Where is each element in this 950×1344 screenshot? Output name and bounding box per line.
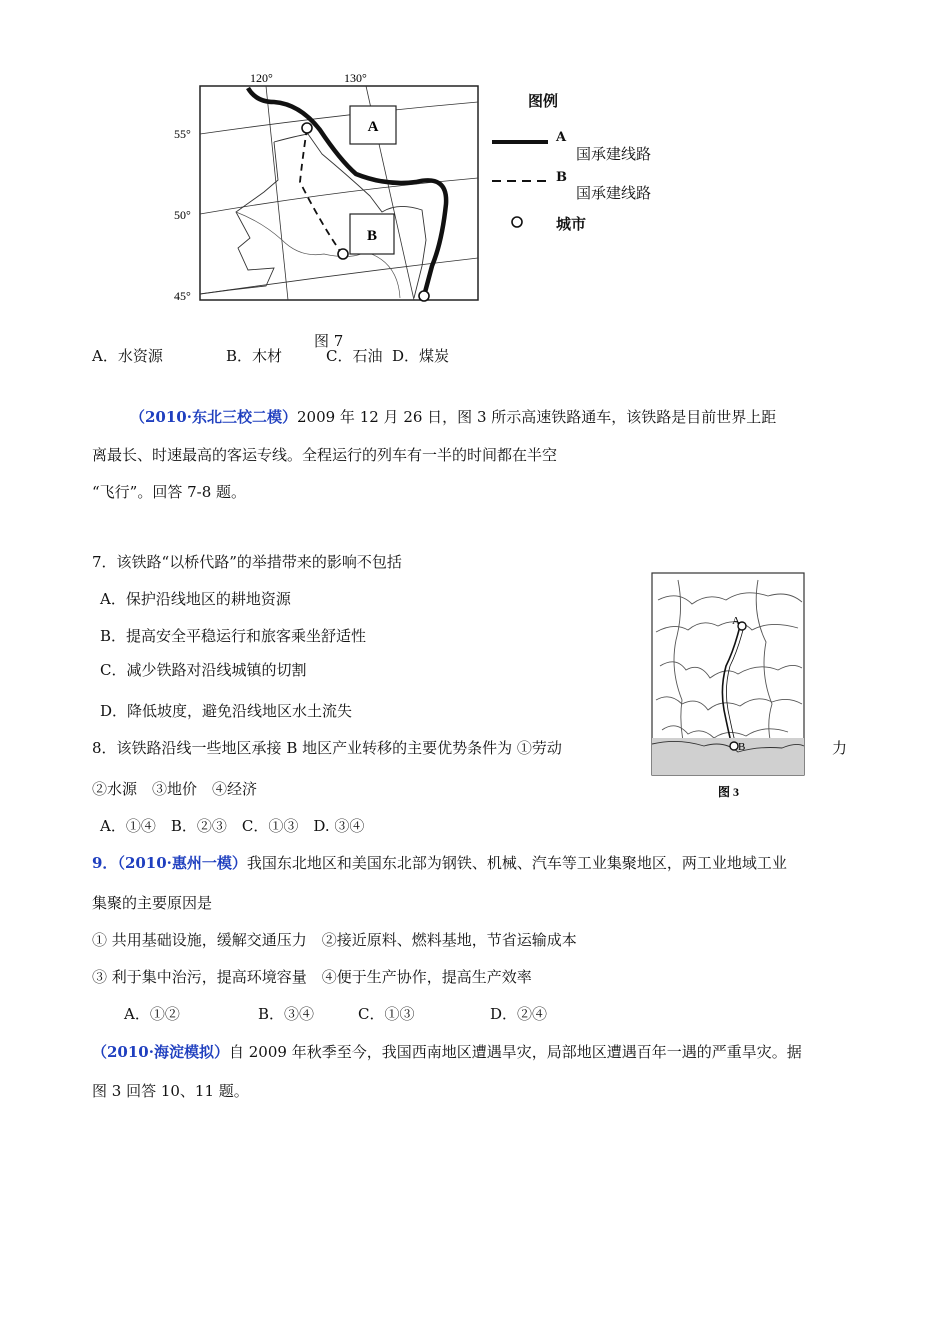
q9-option-a: A．①② (124, 1005, 180, 1023)
box-b-label: B (366, 228, 378, 244)
city-marker (419, 291, 429, 301)
lon-label-130: 130° (344, 71, 367, 85)
figure3-map (648, 570, 810, 806)
legend-title: 图例 (528, 92, 559, 110)
intro2-line1 (92, 1041, 802, 1062)
q6-option-c: C．石油 (326, 347, 383, 365)
legend-a-text: 国承建线路 (576, 145, 652, 163)
intro1-line2: 离最长、时速最高的客运专线。全程运行的列车有一半的时间都在半空 (92, 446, 558, 464)
q9-option-b: B．③④ (258, 1005, 315, 1023)
city-marker (302, 123, 312, 133)
q6-option-b: B．木材 (226, 347, 283, 365)
legend-city-icon (509, 214, 525, 230)
q9-line4: ③ 利于集中治污，提高环境容量 ④便于生产协作，提高生产效率 (92, 968, 532, 986)
intro2-line2: 图 3 回答 10、11 题。 (92, 1082, 249, 1100)
q9-text1: 我国东北地区和美国东北部为钢铁、机械、汽车等工业集聚地区，两工业地域工业 (246, 854, 787, 872)
figure3-caption: 图 3 (718, 785, 740, 799)
legend-a-letter: A (556, 130, 567, 145)
intro2-text1: 自 2009 年秋季至今，我国西南地区遭遇旱灾，局部地区遭遇百年一遇的严重旱灾。据 (228, 1043, 802, 1061)
q8-options: A．①④ B．②③ C．①③ D. ③④ (100, 817, 365, 835)
figure7-map (170, 62, 510, 312)
q9-number: 9． (92, 854, 118, 872)
q9-source: （2010·惠州一模） (117, 854, 247, 872)
coast-shading (652, 738, 804, 775)
q7-option-d: D．降低坡度，避免沿线地区水土流失 (100, 702, 353, 720)
q7-stem: 7．该铁路“以桥代路”的举措带来的影响不包括 (92, 553, 402, 571)
meridian-120 (266, 86, 288, 300)
q9-option-c: C．①③ (358, 1005, 415, 1023)
map3-label-b: B (738, 741, 746, 753)
intro1-source: （2010·东北三校二模） (130, 408, 297, 426)
lat-label-55: 55° (174, 127, 191, 141)
box-a-label: A (367, 119, 379, 135)
map3-label-a: A (732, 615, 740, 627)
legend-b-text: 国承建线路 (576, 184, 652, 202)
legend-line-b-icon (490, 176, 550, 186)
city-marker (338, 249, 348, 259)
lon-label-120: 120° (250, 71, 273, 85)
lat-label-45: 45° (174, 289, 191, 303)
q9-option-d: D．②④ (490, 1005, 548, 1023)
q8-stem: 8．该铁路沿线一些地区承接 B 地区产业转移的主要优势条件为 ①劳动 (92, 739, 562, 757)
q6-option-a: A．水资源 (92, 347, 163, 365)
q8-line2: ②水源 ③地价 ④经济 (92, 780, 258, 798)
legend-b-letter: B (556, 170, 567, 185)
q6-option-d: D．煤炭 (392, 347, 450, 365)
city-b-marker (730, 742, 738, 750)
route-b (300, 128, 342, 254)
intro2-source: （2010·海淀模拟） (92, 1043, 229, 1061)
figure7-caption: 图 7 (314, 332, 344, 350)
intro1-text1: 2009 年 12 月 26 日，图 3 所示高速铁路通车，该铁路是目前世界上距 (296, 408, 777, 426)
q9-line1 (92, 852, 787, 873)
q7-option-a: A．保护沿线地区的耕地资源 (100, 590, 291, 608)
q7-option-c: C．减少铁路对沿线城镇的切割 (100, 661, 307, 679)
q9-line2: 集聚的主要原因是 (92, 894, 213, 912)
q8-stem-end: 力 (832, 739, 848, 757)
intro1-line3: “飞行”。回答 7-8 题。 (92, 483, 247, 501)
intro1-line1 (130, 406, 776, 427)
latitude-55 (200, 102, 478, 134)
q9-line3: ① 共用基础设施，缓解交通压力 ②接近原料、燃料基地，节省运输成本 (92, 931, 577, 949)
legend-city-text: 城市 (556, 215, 587, 233)
q7-option-b: B．提高安全平稳运行和旅客乘坐舒适性 (100, 627, 367, 645)
legend-line-a-icon (490, 137, 550, 147)
lat-label-50: 50° (174, 208, 191, 222)
